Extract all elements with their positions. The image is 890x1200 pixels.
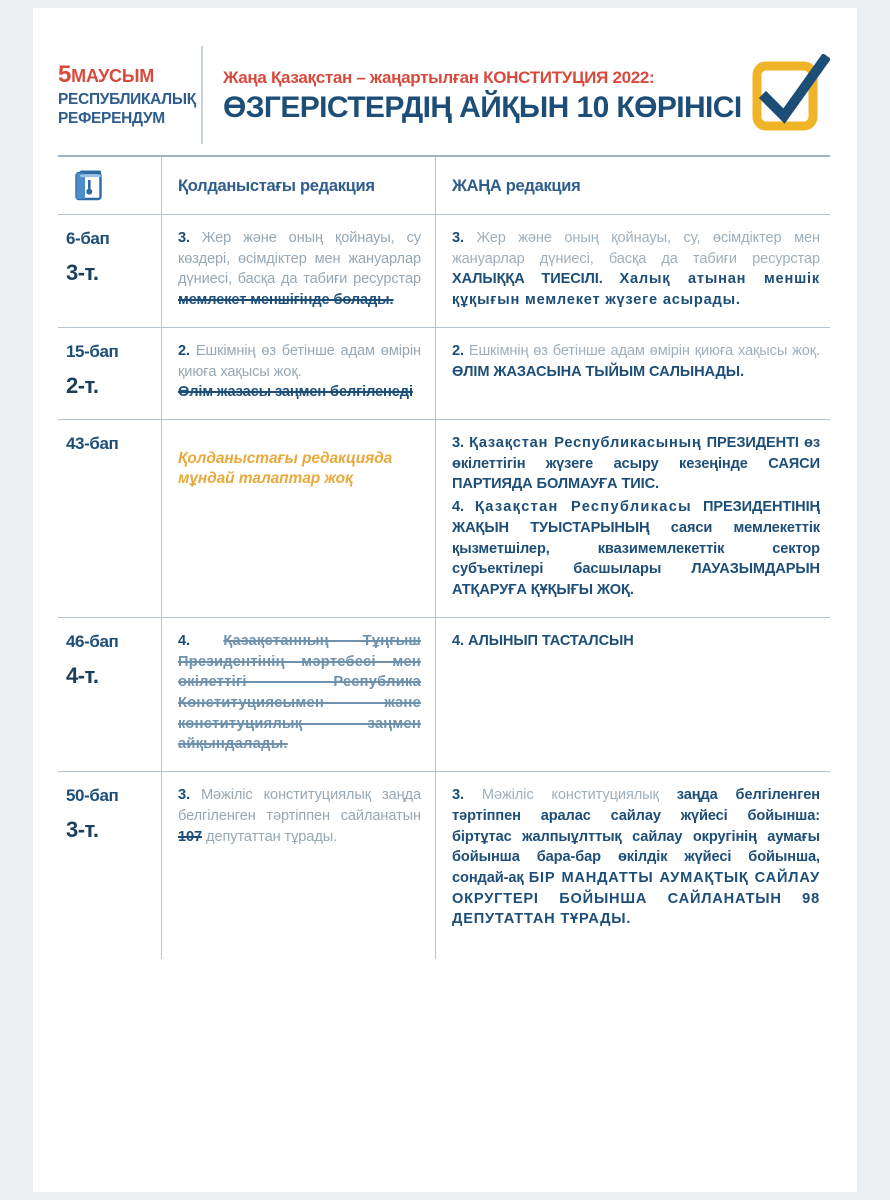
old-version-text	[178, 785, 421, 847]
header-kicker: Жаңа Қазақстан – жаңартылған КОНСТИТУЦИЯ 2022:	[223, 67, 655, 87]
old-version-note: Қолданыстағы редакцияда мұндай талаптар жоқ	[178, 449, 393, 487]
paragraph-number: 2.	[452, 342, 464, 359]
article-label: 50-бап	[66, 786, 119, 806]
old-text-struck-all: Қазақстанның Тұңғыш Президентінің мәртебесі мен өкілеттігі Республика Конституциясымен және конституциялық заңмен айқындалады.	[178, 632, 421, 753]
paragraph-number: 3.	[452, 230, 464, 246]
old-version-text	[178, 341, 421, 403]
paragraph-number: 3.	[178, 787, 190, 804]
old-text-struck-number: 107	[178, 828, 203, 845]
header-title-text	[223, 68, 746, 123]
new-version-cell	[435, 328, 830, 419]
clause-label: 4-т.	[66, 662, 99, 688]
clause-label: 2-т.	[66, 372, 99, 398]
column-header-old: Қолданыстағы редакция	[178, 176, 375, 195]
paragraph-number: 3.	[452, 787, 464, 804]
new-version-cell	[435, 618, 830, 771]
table-header-new-cell	[435, 157, 830, 214]
paragraph-number: 2.	[178, 342, 190, 359]
table-header-old-cell	[161, 157, 435, 214]
infographic-page	[33, 8, 857, 1192]
article-cell	[58, 772, 161, 959]
comparison-table	[58, 157, 830, 959]
table-row	[58, 772, 830, 959]
old-text-normal-b: депутаттан тұрады.	[206, 828, 338, 845]
new-text-emphasis-relatives: ПРЕЗИДЕНТІНІҢ ЖАҚЫН ТУЫСТАРЫНЫҢ	[452, 499, 820, 536]
old-text-struck: Өлім жазасы заңмен белгіленеді	[178, 384, 413, 401]
new-version-cell	[435, 420, 830, 617]
new-version-text	[452, 341, 820, 382]
new-version-text-para4	[452, 497, 820, 601]
old-text-normal: Жер және оның қойнауы, су көздері, өсімдіктер мен жануарлар дүниесі, басқа да табиғи ресурстар	[178, 230, 421, 288]
table-header-row	[58, 157, 830, 215]
old-version-cell	[161, 772, 435, 959]
new-text-normal: Мәжіліс конституциялық	[481, 787, 659, 804]
new-text-emphasis: ХАЛЫҚҚА ТИЕСІЛІ.	[452, 271, 603, 288]
header-title-block	[203, 46, 830, 144]
cell-spacer	[178, 849, 421, 945]
referendum-subtitle-line2: РЕФЕРЕНДУМ	[58, 110, 165, 128]
article-label: 6-бап	[66, 229, 110, 248]
article-cell	[58, 420, 161, 617]
old-text-struck: мемлекет меншігінде болады.	[178, 292, 394, 309]
new-text-bold: заңда белгіленген тәртіппен аралас сайлау жүйесі бойынша: біртұтас жалпыұлттық сайлау округінің аумағы бойынша бара-бар өкілдік жүйесі бойынша, сондай-ақ	[452, 787, 820, 886]
article-cell	[58, 618, 161, 771]
new-text-bold-b: өз өкілеттігін жүзеге асыру кезеңінде	[452, 435, 820, 472]
paragraph-number: 3.	[178, 230, 190, 246]
new-version-text	[452, 631, 820, 652]
referendum-subtitle-line1: РЕСПУБЛИКАЛЫҚ	[58, 91, 196, 109]
clause-label: 3-т.	[66, 817, 99, 843]
table-row	[58, 328, 830, 420]
article-cell	[58, 328, 161, 419]
old-version-cell	[161, 420, 435, 617]
paragraph-number: 4.	[452, 499, 464, 516]
paragraph-number: 3.	[452, 435, 464, 452]
article-label: 43-бап	[66, 434, 119, 454]
old-version-text	[178, 228, 421, 311]
clause-label: 3-т.	[66, 260, 99, 285]
new-text-emphasis-party: САЯСИ ПАРТИЯДА БОЛМАУҒА ТИІС.	[452, 455, 820, 493]
new-text-emphasis: ӨЛІМ ЖАЗАСЫНА ТЫЙЫМ САЛЫНАДЫ.	[452, 363, 744, 380]
paragraph-number: 4.	[452, 632, 464, 649]
table-row	[58, 420, 830, 618]
table-row	[58, 215, 830, 328]
new-text-bold-d: саяси мемлекеттік қызметшілер, квазимемлекеттік сектор субъектілері басшылары	[452, 519, 820, 578]
new-text-bold: Халық атынан меншік құқығын мемлекет жүзеге асырады.	[452, 271, 820, 309]
new-text-emphasis-positions: ЛАУАЗЫМДАРЫН АТҚАРУҒА ҚҰҚЫҒЫ ЖОҚ.	[452, 561, 820, 599]
header	[58, 46, 830, 144]
old-version-text	[178, 631, 421, 755]
article-label: 15-бап	[66, 341, 119, 361]
new-version-text	[452, 785, 820, 930]
new-text-bold-a: Қазақстан Республикасының	[469, 435, 702, 452]
old-version-cell	[161, 328, 435, 419]
old-version-cell	[161, 215, 435, 327]
new-text-emphasis: АЛЫНЫП ТАСТАЛСЫН	[467, 632, 634, 649]
table-header-article-cell	[58, 157, 161, 214]
new-text-normal: Ешкімнің өз бетінше адам өмірін қиюға хақысы жоқ.	[468, 342, 820, 359]
referendum-date-month: МАУСЫМ	[71, 65, 155, 86]
header-referendum-block	[58, 46, 203, 144]
old-version-cell	[161, 618, 435, 771]
new-text-emphasis-president: ПРЕЗИДЕНТІ	[706, 435, 799, 452]
referendum-date-number: 5	[58, 60, 72, 88]
new-text-emphasis: БІР МАНДАТТЫ АУМАҚТЫҚ САЙЛАУ ОКРУГТЕРІ БОЙЫНША САЙЛАНАТЫН 98 ДЕПУТАТТАН ТҰРАДЫ.	[452, 869, 820, 928]
article-cell	[58, 215, 161, 327]
new-version-text-para3	[452, 433, 820, 495]
column-header-new: ЖАҢА редакция	[452, 176, 581, 195]
old-text-normal: Ешкімнің өз бетінше адам өмірін қиюға хақысы жоқ.	[178, 342, 421, 380]
old-text-normal-a: Мәжіліс конституциялық заңда белгіленген тәртіппен сайланатын	[178, 787, 421, 824]
new-version-text	[452, 228, 820, 311]
new-text-normal: Жер және оның қойнауы, су, өсімдіктер мен жануарлар дүниесі, басқа да табиғи ресурстар	[452, 230, 820, 267]
article-label: 46-бап	[66, 631, 119, 651]
new-version-cell	[435, 215, 830, 327]
table-row	[58, 618, 830, 772]
referendum-date	[58, 61, 189, 89]
new-version-cell	[435, 772, 830, 959]
new-text-bold-c: Қазақстан Республикасы	[475, 499, 692, 516]
paragraph-number: 4.	[178, 632, 190, 649]
book-icon	[74, 169, 104, 203]
page-title: ӨЗГЕРІСТЕРДІҢ АЙҚЫН 10 КӨРІНІСІ	[223, 90, 742, 124]
check-in-box-icon	[750, 54, 830, 136]
